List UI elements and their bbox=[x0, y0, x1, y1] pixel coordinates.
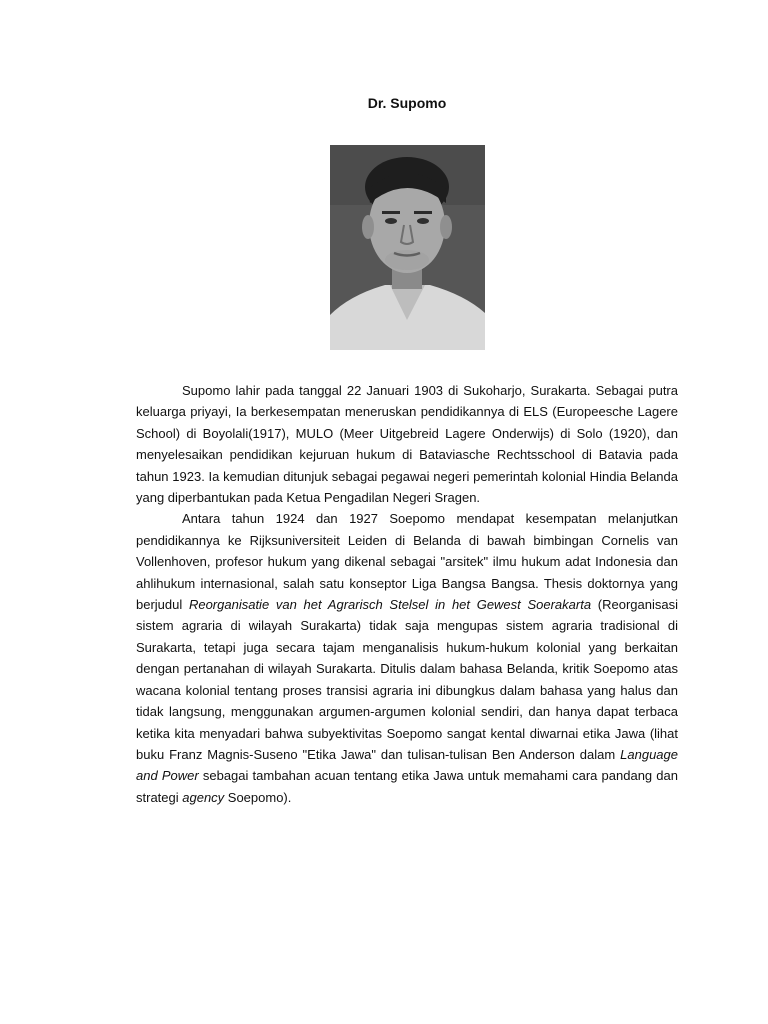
paragraph-2-text-3: sebagai tambahan acuan tentang etika Jawa untuk memahami cara pandang dan strategi bbox=[136, 768, 678, 805]
paragraph-2 bbox=[136, 508, 678, 808]
paragraph-2-text-4: Soepomo). bbox=[224, 789, 292, 805]
paragraph-2-text-1: Antara tahun 1924 dan 1927 Soepomo mendapat kesempatan melanjutkan pendidikannya ke Rijksuniversiteit Leiden di Belanda di bawah bimbingan Cornelis van Vollenhoven, profesor hukum yang dikenal sebagai "arsitek" ilmu hukum adat Indonesia dan ahlihukum internasional, salah satu konseptor Liga Bangsa Bangsa. Thesis doktornya yang berjudul bbox=[136, 511, 678, 613]
portrait-photo bbox=[330, 145, 485, 350]
page-title: Dr. Supomo bbox=[367, 95, 447, 111]
thesis-title: Reorganisatie van het Agrarisch Stelsel in het Gewest Soerakarta bbox=[188, 597, 592, 613]
book-title: Language and Power bbox=[136, 746, 678, 784]
agency-term: agency bbox=[182, 789, 225, 805]
paragraph-2-text-2: (Reorganisasi sistem agraria di wilayah Surakarta) tidak saja mengupas sistem agraria tradisional di Surakarta, tetapi juga secara tajam menganalisis hukum-hukum kolonial yang berkaitan dengan pertanahan di wilayah Surakarta. Ditulis dalam bahasa Belanda, kritik Soepomo atas wacana kolonial tentang proses transisi agraria ini dibungkus dalam bahasa yang halus dan tidak langsung, menggunakan argumen-argumen kolonial sendiri, dan hanya dapat terbaca ketika kita menyadari bahwa subyektivitas Soepomo sangat kental diwarnai etika Jawa (lihat buku Franz Magnis-Suseno "Etika Jawa" dan tulisan-tulisan Ben Anderson dalam bbox=[136, 597, 678, 762]
body-text bbox=[136, 380, 678, 808]
paragraph-1: Supomo lahir pada tanggal 22 Januari 1903 di Sukoharjo, Surakarta. Sebagai putra keluarga priyayi, Ia berkesempatan meneruskan pendidikannya di ELS (Europeesche Lagere School) di Boyolali(1917), MULO (Meer Uitgebreid Lagere Onderwijs) di Solo (1920), dan menyelesaikan pendidikan kejuruan hukum di Bataviasche Rechtsschool di Batavia pada tahun 1923. Ia kemudian ditunjuk sebagai pegawai negeri pemerintah kolonial Hindia Belanda yang diperbantukan pada Ketua Pengadilan Negeri Sragen. bbox=[136, 383, 678, 506]
